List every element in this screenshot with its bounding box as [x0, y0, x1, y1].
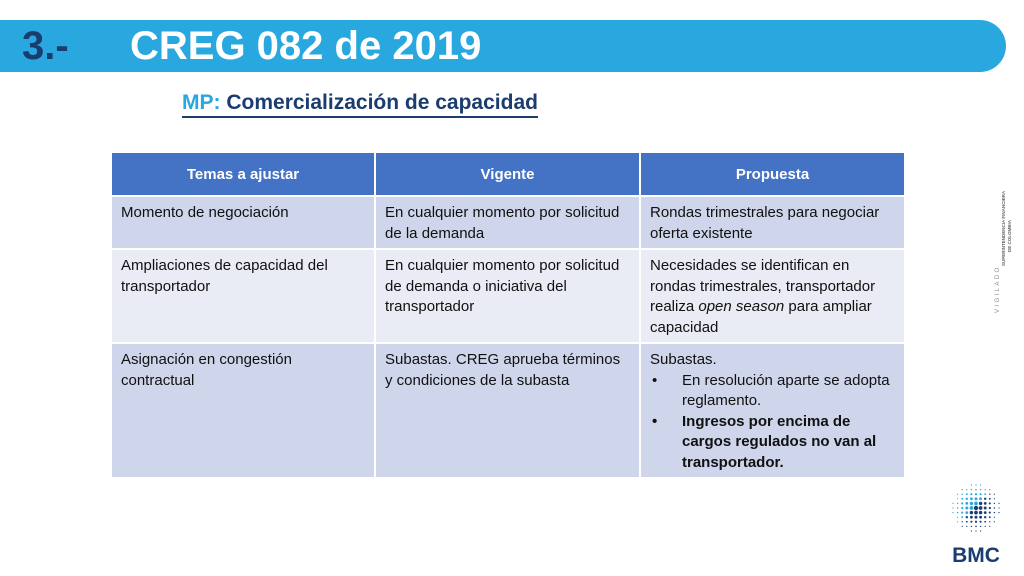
logo-dot	[971, 526, 972, 527]
logo-dot	[994, 521, 995, 522]
propuesta-text-b: para ampliar capacidad	[650, 298, 872, 336]
logo-dot	[989, 521, 990, 522]
col-header-vigente: Vigente	[375, 152, 640, 196]
logo-dot	[961, 507, 963, 509]
logo-dot	[975, 497, 978, 500]
logo-dot	[984, 511, 987, 514]
logo-dot	[980, 484, 981, 485]
logo-dot	[957, 498, 958, 499]
logo-dot	[952, 507, 953, 508]
logo-dot	[966, 526, 967, 527]
logo-dot	[994, 498, 995, 499]
vigilado-text: VIGILADO	[995, 265, 1001, 313]
logo-dot	[970, 502, 973, 505]
logo-dot	[962, 526, 963, 527]
cell-tema: Momento de negociación	[111, 196, 375, 249]
logo-dot	[994, 494, 995, 495]
col-header-propuesta: Propuesta	[640, 152, 905, 196]
logo-dot	[989, 502, 991, 504]
propuesta-emphasis: open season	[698, 298, 785, 315]
subtitle	[182, 90, 538, 118]
bmc-logo	[940, 478, 1012, 570]
logo-dot	[985, 526, 986, 527]
logo-dot	[989, 489, 990, 490]
logo-dot	[994, 512, 995, 513]
bullet-item: • En resolución aparte se adopta reglamento.	[650, 371, 895, 412]
logo-dot	[998, 503, 999, 504]
page-title: CREG 082 de 2019	[130, 24, 482, 68]
logo-dot	[984, 521, 986, 523]
vigilado-label	[990, 180, 1014, 315]
logo-dot	[975, 521, 977, 523]
logo-dot	[980, 493, 982, 495]
propuesta-intro: Subastas.	[650, 351, 717, 368]
logo-text: BMC	[952, 544, 1000, 567]
bmc-logo-mark	[940, 478, 1012, 570]
table-row	[111, 343, 905, 478]
logo-dot	[974, 511, 978, 515]
logo-dot	[979, 502, 982, 505]
propuesta-text-a: Necesidades se identifican en rondas trimestrales, transportador realiza	[650, 257, 876, 315]
logo-dot	[979, 497, 982, 500]
logo-dot	[975, 493, 977, 495]
logo-dot	[970, 493, 972, 495]
logo-dot	[961, 498, 963, 500]
logo-dot	[970, 511, 973, 514]
cell-propuesta: Rondas trimestrales para negociar oferta existente	[640, 196, 905, 249]
logo-dot	[975, 530, 976, 531]
logo-dot	[970, 516, 973, 519]
super-text-1: SUPERINTENDENCIA FINANCIERA	[1001, 190, 1006, 266]
logo-dot	[989, 498, 991, 500]
logo-dot	[989, 526, 990, 527]
logo-dot	[961, 516, 963, 518]
col-header-temas: Temas a ajustar	[111, 152, 375, 196]
logo-dot	[979, 506, 983, 510]
cell-vigente: En cualquier momento por solicitud de la demanda	[375, 196, 640, 249]
logo-dot	[984, 507, 987, 510]
section-number: 3.-	[22, 24, 69, 68]
logo-dot	[975, 489, 977, 491]
logo-dot	[952, 503, 953, 504]
logo-dot	[975, 516, 978, 519]
subtitle-text: Comercialización de capacidad	[226, 91, 538, 114]
logo-dot	[998, 512, 999, 513]
logo-dot	[961, 512, 963, 514]
table-header-row	[111, 152, 905, 196]
logo-dot	[970, 521, 972, 523]
logo-dot	[957, 521, 958, 522]
logo-dot	[970, 506, 974, 510]
logo-dot	[961, 502, 963, 504]
logo-dot	[994, 503, 995, 504]
logo-dot	[971, 484, 972, 485]
logo-dot	[994, 517, 995, 518]
logo-dot	[980, 526, 981, 527]
logo-dot	[984, 502, 987, 505]
table-row	[111, 196, 905, 249]
logo-dot	[957, 517, 958, 518]
logo-dot	[980, 521, 982, 523]
logo-dot	[970, 497, 973, 500]
subtitle-prefix: MP:	[182, 91, 221, 114]
logo-dot	[974, 502, 978, 506]
bullet-item: • Ingresos por encima de cargos regulados no van al transportador.	[650, 412, 895, 474]
logo-dot	[965, 502, 968, 505]
logo-dot	[979, 511, 982, 514]
logo-dot	[957, 503, 958, 504]
cell-propuesta	[640, 249, 905, 343]
logo-dot	[998, 507, 999, 508]
logo-dot	[989, 494, 990, 495]
logo-dot	[974, 506, 978, 510]
logo-dot	[984, 493, 986, 495]
logo-dot	[971, 489, 972, 490]
logo-dot	[957, 512, 958, 513]
cell-tema: Ampliaciones de capacidad del transportador	[111, 249, 375, 343]
logo-dot	[984, 498, 986, 500]
logo-dot	[984, 516, 986, 518]
logo-dot	[966, 493, 968, 495]
logo-dot	[962, 489, 963, 490]
logo-dot	[980, 530, 981, 531]
logo-dot	[962, 494, 963, 495]
logo-dot	[989, 512, 991, 514]
logo-dot	[962, 521, 963, 522]
table-row	[111, 249, 905, 343]
logo-dot	[957, 494, 958, 495]
comparison-table	[110, 151, 906, 479]
cell-propuesta	[640, 343, 905, 478]
super-text-2: DE COLOMBIA	[1007, 220, 1012, 252]
logo-dot	[966, 521, 968, 523]
logo-dot	[966, 498, 968, 500]
logo-dot	[965, 511, 968, 514]
logo-dot	[989, 507, 991, 509]
logo-dot	[965, 507, 968, 510]
cell-vigente: En cualquier momento por solicitud de demanda o iniciativa del transportador	[375, 249, 640, 343]
logo-dot	[966, 489, 967, 490]
logo-dot	[966, 516, 968, 518]
logo-dot	[994, 507, 996, 509]
logo-dot	[979, 516, 982, 519]
logo-dot	[985, 489, 986, 490]
logo-dot	[957, 507, 959, 509]
cell-tema: Asignación en congestión contractual	[111, 343, 375, 478]
logo-dot	[975, 484, 976, 485]
logo-dot	[952, 512, 953, 513]
logo-dot	[971, 530, 972, 531]
propuesta-bullets	[650, 371, 895, 474]
logo-dot	[989, 516, 991, 518]
logo-dot	[980, 489, 981, 490]
logo-dot	[975, 526, 977, 528]
cell-vigente: Subastas. CREG aprueba términos y condiciones de la subasta	[375, 343, 640, 478]
